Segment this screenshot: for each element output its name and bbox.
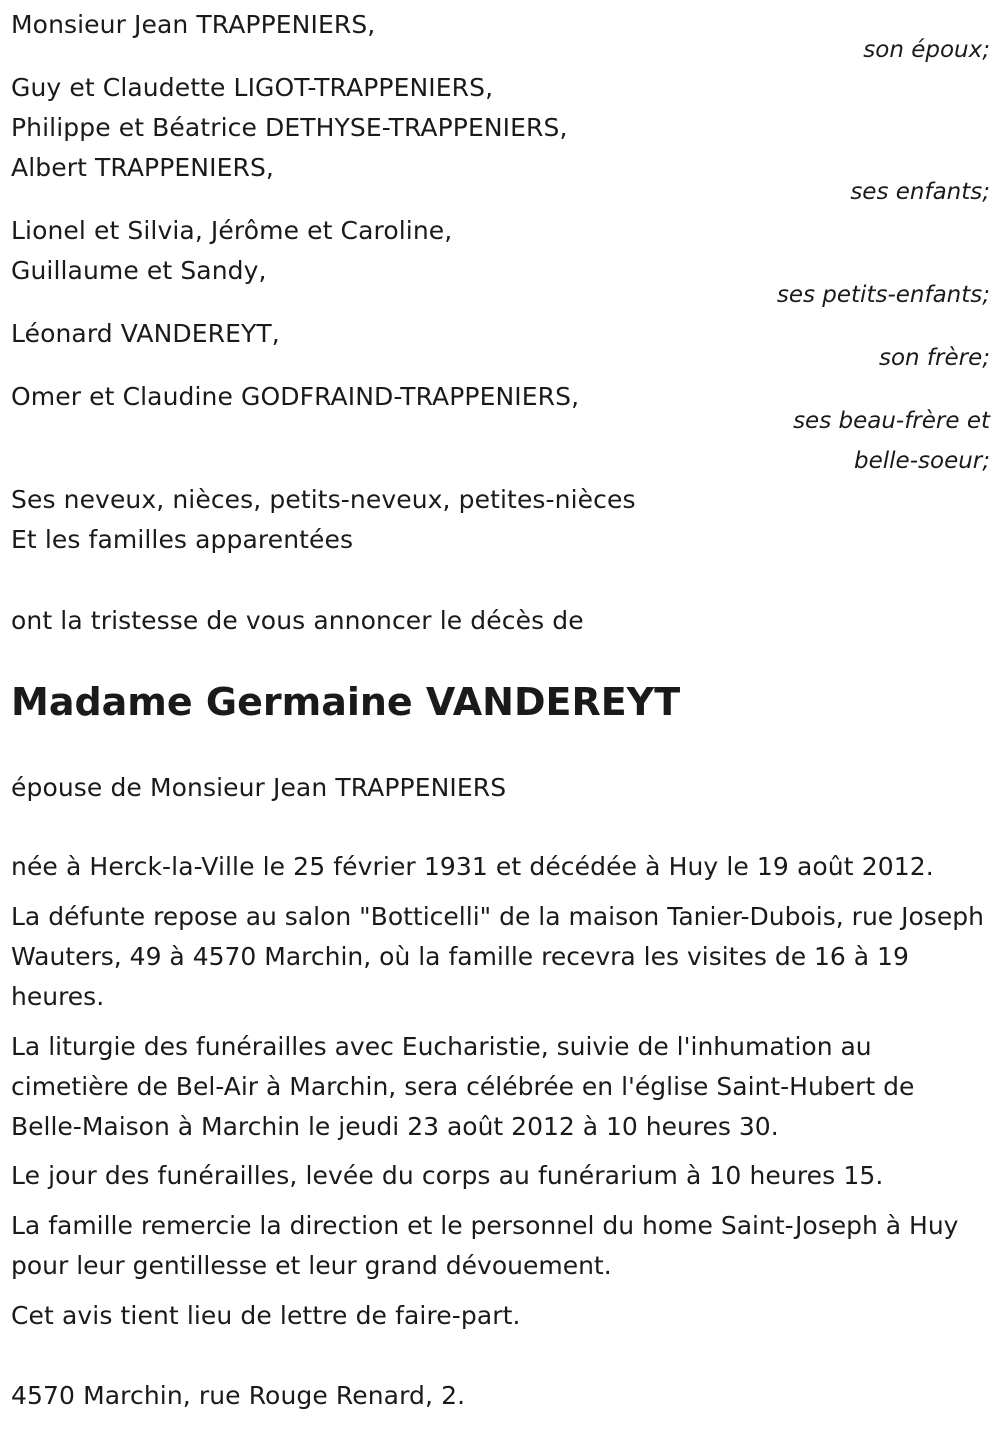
family-line: Léonard VANDEREYT, [11, 319, 280, 348]
liturgy-paragraph: La liturgie des funérailles avec Eucharistie, suivie de l'inhumation au cimetière de Bel-Air à Marchin, sera célébrée en l'église Saint-Hubert de Belle-Maison à Marchin le jeudi 23 août 2012 à 10 heures 30. [11, 1032, 915, 1141]
spouse-line: épouse de Monsieur Jean TRAPPENIERS [11, 773, 507, 802]
relation-label: belle-soeur; [854, 448, 990, 474]
family-line: Lionel et Silvia, Jérôme et Caroline, [11, 216, 453, 245]
levee-paragraph: Le jour des funérailles, levée du corps au funérarium à 10 heures 15. [11, 1161, 884, 1190]
relation-label: ses beau-frère et [793, 408, 990, 434]
faire-part-paragraph: Cet avis tient lieu de lettre de faire-part. [11, 1301, 521, 1330]
family-line: Guy et Claudette LIGOT-TRAPPENIERS, [11, 73, 494, 102]
address: 4570 Marchin, rue Rouge Renard, 2. [11, 1381, 466, 1410]
repose-paragraph: La défunte repose au salon "Botticelli" de la maison Tanier-Dubois, rue Joseph Wauters, 49 à 4570 Marchin, où la famille recevra les visites de 16 à 19 heures. [11, 902, 984, 1011]
family-line: Monsieur Jean TRAPPENIERS, [11, 10, 376, 39]
relation-label: ses petits-enfants; [776, 282, 990, 308]
relation-label: son époux; [863, 37, 990, 63]
relation-label: ses enfants; [850, 179, 990, 205]
family-line: Omer et Claudine GODFRAIND-TRAPPENIERS, [11, 382, 580, 411]
announce-text: ont la tristesse de vous annoncer le décès de [11, 606, 584, 635]
family-line: Albert TRAPPENIERS, [11, 153, 274, 182]
thanks-paragraph: La famille remercie la direction et le personnel du home Saint-Joseph à Huy pour leur gentillesse et leur grand dévouement. [11, 1211, 959, 1280]
relation-label: son frère; [878, 345, 990, 371]
others-line: Ses neveux, nièces, petits-neveux, petites-nièces [11, 485, 636, 514]
others-line: Et les familles apparentées [11, 525, 354, 554]
birth-death-paragraph: née à Herck-la-Ville le 25 février 1931 et décédée à Huy le 19 août 2012. [11, 852, 934, 881]
deceased-name: Madame Germaine VANDEREYT [11, 680, 681, 724]
family-line: Philippe et Béatrice DETHYSE-TRAPPENIERS, [11, 113, 568, 142]
family-line: Guillaume et Sandy, [11, 256, 267, 285]
